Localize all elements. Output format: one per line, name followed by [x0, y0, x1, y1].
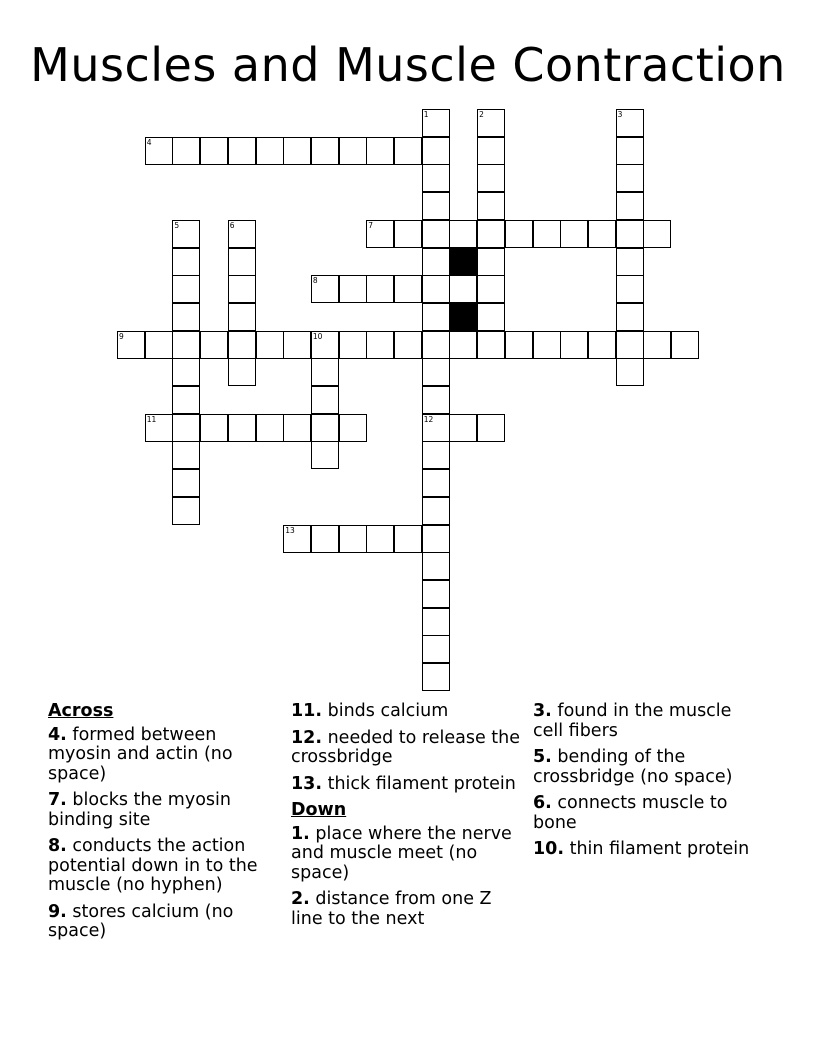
grid-cell[interactable] [311, 275, 339, 303]
clue-text: stores calcium (no space) [48, 901, 234, 941]
clues-column-2 [291, 702, 523, 936]
cell-number: 4 [146, 137, 152, 147]
grid-cell[interactable] [422, 109, 450, 137]
grid-cell[interactable] [449, 331, 477, 359]
cell-number: 12 [423, 414, 434, 424]
grid-cell[interactable] [172, 137, 200, 165]
grid-cell[interactable] [422, 331, 450, 359]
grid-cell[interactable] [228, 331, 256, 359]
grid-cell[interactable] [422, 635, 450, 663]
grid-cell[interactable] [117, 331, 145, 359]
grid-cell[interactable] [283, 331, 311, 359]
grid-cell[interactable] [339, 137, 367, 165]
cell-number: 11 [146, 414, 157, 424]
grid-cell[interactable] [616, 192, 644, 220]
grid-cell[interactable] [228, 275, 256, 303]
grid-cell[interactable] [505, 220, 533, 248]
puzzle-title: Muscles and Muscle Contraction [30, 38, 786, 92]
clue-item [48, 903, 280, 942]
grid-cell[interactable] [339, 525, 367, 553]
grid-cell[interactable] [394, 525, 422, 553]
grid-cell[interactable] [339, 275, 367, 303]
black-cell [449, 248, 477, 276]
grid-cell[interactable] [366, 331, 394, 359]
grid-cell[interactable] [394, 331, 422, 359]
clue-number: 9. [48, 901, 67, 922]
grid-cell[interactable] [311, 358, 339, 386]
grid-cell[interactable] [560, 220, 588, 248]
grid-cell[interactable] [422, 608, 450, 636]
clue-item [291, 775, 523, 795]
grid-cell[interactable] [422, 192, 450, 220]
grid-cell[interactable] [643, 220, 671, 248]
grid-cell[interactable] [477, 303, 505, 331]
cell-number: 9 [119, 331, 124, 341]
grid-cell[interactable] [477, 109, 505, 137]
clue-item [291, 890, 523, 929]
cell-number: 6 [229, 220, 235, 230]
clue-number: 3. [533, 701, 552, 721]
grid-cell[interactable] [256, 331, 284, 359]
down-heading: Down [291, 800, 347, 820]
grid-cell[interactable] [339, 414, 367, 442]
grid-cell[interactable] [533, 331, 561, 359]
grid-cell[interactable] [422, 386, 450, 414]
grid-cell[interactable] [339, 331, 367, 359]
grid-cell[interactable] [422, 525, 450, 553]
grid-cell[interactable] [560, 331, 588, 359]
across-heading: Across [48, 701, 114, 721]
grid-cell[interactable] [228, 414, 256, 442]
grid-cell[interactable] [172, 220, 200, 248]
clue-item [533, 794, 765, 833]
grid-cell[interactable] [422, 137, 450, 165]
clue-number: 11. [291, 701, 323, 721]
clue-number: 7. [48, 790, 67, 810]
grid-cell[interactable] [228, 220, 256, 248]
grid-cell[interactable] [172, 497, 200, 525]
clue-text: blocks the myosin binding site [48, 790, 231, 830]
grid-cell[interactable] [533, 220, 561, 248]
grid-cell[interactable] [449, 275, 477, 303]
clue-number: 10. [533, 839, 565, 859]
grid-cell[interactable] [477, 331, 505, 359]
cell-number: 7 [368, 220, 374, 230]
clue-number: 13. [291, 773, 323, 794]
grid-cell[interactable] [366, 220, 394, 248]
clue-item [291, 702, 523, 722]
grid-cell[interactable] [311, 525, 339, 553]
grid-cell[interactable] [172, 469, 200, 497]
grid-cell[interactable] [283, 414, 311, 442]
clue-text: conducts the action potential down in to the muscle (no hyphen) [48, 836, 258, 895]
grid-cell[interactable] [366, 275, 394, 303]
grid-cell[interactable] [311, 441, 339, 469]
clue-item [533, 748, 765, 787]
grid-cell[interactable] [422, 303, 450, 331]
clue-text: connects muscle to bone [533, 793, 728, 833]
grid-cell[interactable] [145, 137, 173, 165]
grid-cell[interactable] [228, 303, 256, 331]
grid-cell[interactable] [172, 331, 200, 359]
grid-cell[interactable] [477, 164, 505, 192]
grid-cell[interactable] [422, 220, 450, 248]
clue-text: needed to release the crossbridge [291, 727, 520, 767]
cell-number: 10 [312, 331, 323, 341]
clue-item [48, 791, 280, 830]
grid-cell[interactable] [422, 552, 450, 580]
grid-cell[interactable] [616, 137, 644, 165]
black-cell [449, 303, 477, 331]
grid-cell[interactable] [477, 248, 505, 276]
grid-cell[interactable] [422, 469, 450, 497]
clue-number: 5. [533, 747, 552, 767]
grid-cell[interactable] [145, 331, 173, 359]
grid-cell[interactable] [394, 220, 422, 248]
cell-number: 13 [285, 525, 295, 535]
grid-cell[interactable] [616, 164, 644, 192]
grid-cell[interactable] [616, 331, 644, 359]
grid-cell[interactable] [449, 220, 477, 248]
clues-column-3 [533, 702, 765, 867]
clue-number: 4. [48, 724, 67, 745]
clue-item [291, 729, 523, 768]
clue-number: 2. [291, 889, 310, 909]
grid-cell[interactable] [200, 414, 228, 442]
grid-cell[interactable] [394, 137, 422, 165]
grid-cell[interactable] [311, 386, 339, 414]
grid-cell[interactable] [616, 109, 644, 137]
clue-item [291, 825, 523, 884]
grid-cell[interactable] [228, 248, 256, 276]
grid-cell[interactable] [616, 358, 644, 386]
cell-number: 1 [423, 110, 429, 119]
grid-cell[interactable] [172, 358, 200, 386]
grid-cell[interactable] [172, 441, 200, 469]
clue-number: 12. [291, 727, 323, 748]
grid-cell[interactable] [588, 331, 616, 359]
grid-cell[interactable] [616, 303, 644, 331]
cell-number: 8 [312, 276, 318, 286]
clue-text: formed between myosin and actin (no space) [48, 724, 233, 784]
grid-cell[interactable] [422, 275, 450, 303]
cell-number: 5 [174, 220, 180, 230]
grid-cell[interactable] [477, 275, 505, 303]
grid-cell[interactable] [311, 331, 339, 359]
clue-item [533, 840, 765, 860]
clue-text: found in the muscle cell fibers [533, 701, 732, 741]
grid-cell[interactable] [311, 414, 339, 442]
grid-cell[interactable] [477, 220, 505, 248]
grid-cell[interactable] [616, 220, 644, 248]
clue-text: binds calcium [327, 701, 449, 721]
grid-cell[interactable] [228, 137, 256, 165]
clue-text: thick filament protein [327, 773, 516, 794]
grid-cell[interactable] [228, 358, 256, 386]
grid-cell[interactable] [477, 192, 505, 220]
cell-number: 2 [479, 110, 484, 119]
grid-cell[interactable] [616, 275, 644, 303]
grid-cell[interactable] [422, 414, 450, 442]
grid-cell[interactable] [172, 275, 200, 303]
grid-cell[interactable] [671, 331, 699, 359]
grid-cell[interactable] [505, 331, 533, 359]
clue-text: distance from one Z line to the next [291, 889, 492, 929]
grid-cell[interactable] [477, 137, 505, 165]
grid-cell[interactable] [616, 248, 644, 276]
grid-cell[interactable] [283, 525, 311, 553]
grid-cell[interactable] [283, 137, 311, 165]
grid-cell[interactable] [200, 137, 228, 165]
grid-cell[interactable] [643, 331, 671, 359]
clue-text: place where the nerve and muscle meet (no space) [291, 823, 512, 883]
grid-cell[interactable] [422, 580, 450, 608]
clue-number: 6. [533, 793, 552, 813]
clue-number: 1. [291, 823, 310, 844]
grid-cell[interactable] [422, 358, 450, 386]
grid-cell[interactable] [311, 137, 339, 165]
grid-cell[interactable] [200, 331, 228, 359]
clue-text: thin filament protein [569, 839, 750, 859]
clue-item [533, 702, 765, 741]
grid-cell[interactable] [256, 414, 284, 442]
grid-cell[interactable] [256, 137, 284, 165]
grid-cell[interactable] [422, 497, 450, 525]
grid-cell[interactable] [172, 248, 200, 276]
grid-cell[interactable] [172, 414, 200, 442]
clue-text: bending of the crossbridge (no space) [533, 747, 733, 787]
clue-number: 8. [48, 836, 67, 856]
clue-item [48, 726, 280, 785]
grid-cell[interactable] [477, 414, 505, 442]
grid-cell[interactable] [172, 303, 200, 331]
grid-cell[interactable] [145, 414, 173, 442]
grid-cell[interactable] [422, 441, 450, 469]
grid-cell[interactable] [422, 248, 450, 276]
grid-cell[interactable] [366, 137, 394, 165]
grid-cell[interactable] [449, 414, 477, 442]
grid-cell[interactable] [588, 220, 616, 248]
grid-cell[interactable] [366, 525, 394, 553]
clue-item [48, 837, 280, 896]
grid-cell[interactable] [422, 663, 450, 691]
clues-column-1 [48, 702, 280, 949]
cell-number: 3 [617, 110, 623, 119]
grid-cell[interactable] [422, 164, 450, 192]
grid-cell[interactable] [172, 386, 200, 414]
grid-cell[interactable] [394, 275, 422, 303]
